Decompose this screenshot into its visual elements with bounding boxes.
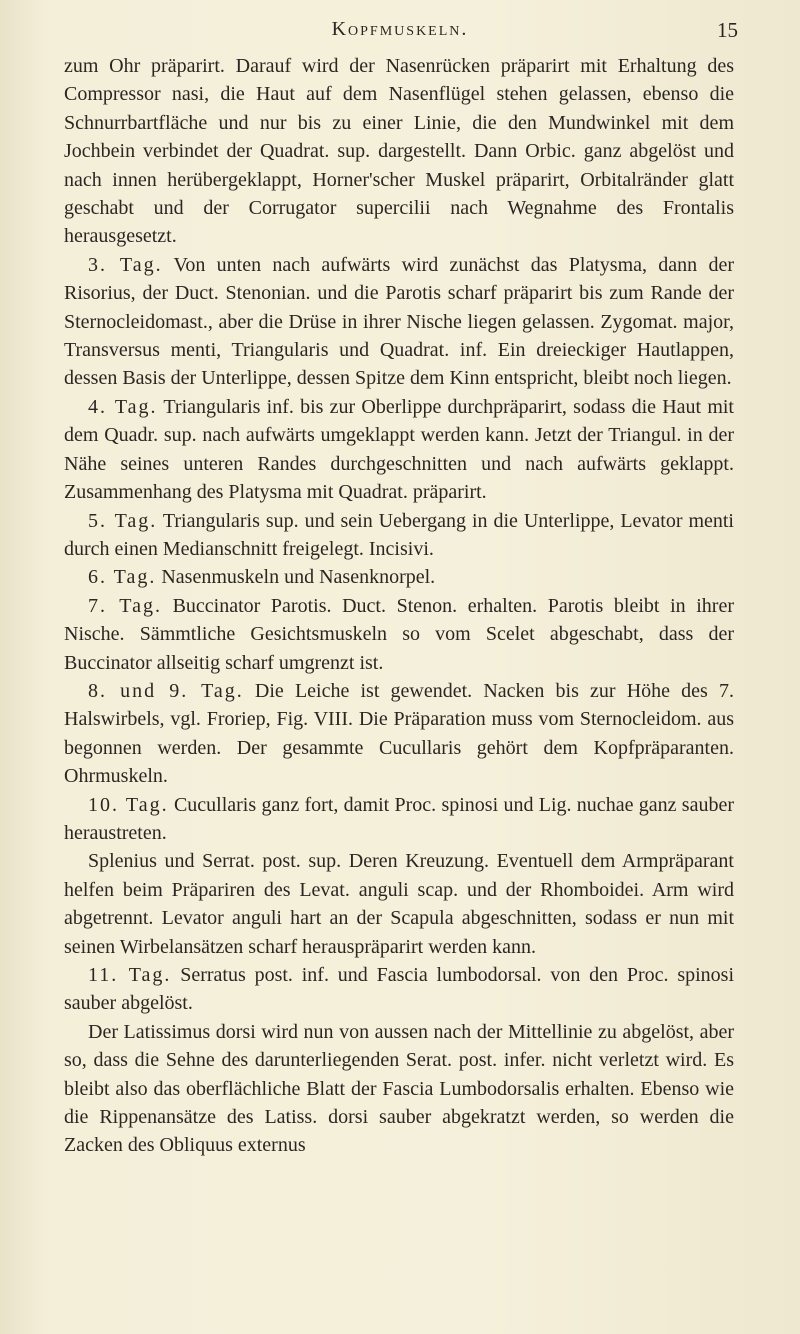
paragraph-lead: 10. Tag. <box>88 793 169 816</box>
paragraph-text: Nasenmuskeln und Nasenknorpel. <box>156 566 436 589</box>
paragraph-text: zum Ohr präparirt. Darauf wird der Nasenrücken präparirt mit Erhaltung des Compressor nasi, die Haut auf dem Nasenflügel stehen gelassen, ebenso die Schnurrbartfläche und nur bis zu einer Linie, die den Mundwinkel mit dem Jochbein verbindet der Quadrat. sup. dargestellt. Dann Orbic. ganz abgelöst und nach innen herübergeklappt, Horner'scher Muskel präparirt, Orbitalränder glatt geschabt und der Corrugator supercilii nach Wegnahme des Frontalis herausgesetzt. <box>64 55 734 248</box>
paragraph-day-7 <box>64 592 734 677</box>
paragraph-text: Buccinator Parotis. Duct. Stenon. erhalten. Parotis bleibt in ihrer Nische. Sämmtliche Gesichtsmuskeln so vom Scelet abgeschabt, dass der Buccinator allseitig scharf umgrenzt ist. <box>64 594 734 674</box>
running-header <box>0 8 800 48</box>
paragraph-text: Der Latissimus dorsi wird nun von aussen nach der Mittellinie zu abgelöst, aber so, dass die Sehne des darunterliegenden Serat. post. infer. nicht verletzt wird. Es bleibt also das oberflächliche Blatt der Fascia Lumbodorsalis erhalten. Ebenso wie die Rippenansätze des Latiss. dorsi sauber abgekratzt werden, so werden die Zacken des Obliquus externus <box>64 1020 734 1157</box>
paragraph-lead: 7. Tag. <box>88 594 162 617</box>
paragraph-lead: 3. Tag. <box>88 253 163 276</box>
paragraph-text: Cucullaris ganz fort, damit Proc. spinosi und Lig. nuchae ganz sauber heraustreten. <box>64 793 734 844</box>
paragraph-splenius <box>64 847 734 961</box>
paragraph-text: Splenius und Serrat. post. sup. Deren Kreuzung. Eventuell dem Armpräparant helfen beim Präpariren des Levat. anguli scap. und der Rhomboidei. Arm wird abgetrennt. Levator anguli hart an der Scapula abgeschnitten, sodass er nun mit seinen Wirbelansätzen scharf herauspräparirt werden kann. <box>64 850 734 958</box>
paragraph-day-4 <box>64 393 734 507</box>
paragraph-text: Serratus post. inf. und Fascia lumbodorsal. von den Proc. spinosi sauber abgelöst. <box>64 964 734 1015</box>
paragraph-lead: 6. Tag. <box>88 566 157 589</box>
paragraph-text: Triangularis inf. bis zur Oberlippe durchpräparirt, sodass die Haut mit dem Quadr. sup. nach aufwärts umgeklappt werden kann. Jetzt der Triangul. in der Nähe seines unteren Randes durchgeschnitten und nach aufwärts geklappt. Zusammenhang des Platysma mit Quadrat. präparirt. <box>64 395 734 504</box>
paragraph-day-6 <box>64 563 734 591</box>
paragraph-lead: 4. Tag. <box>88 395 158 418</box>
paragraph-lead: 8. und 9. Tag. <box>88 679 244 702</box>
paragraph-lead: 11. Tag. <box>88 964 172 986</box>
paragraph-latissimus <box>64 1018 734 1160</box>
paragraph-text: Die Leiche ist gewendet. Nacken bis zur Höhe des 7. Halswirbels, vgl. Froriep, Fig. VIII. Die Präparation muss vom Sternocleidom. aus begonnen werden. Der gesammte Cucullaris gehört dem Kopfpräparanten. Ohrmuskeln. <box>64 679 734 788</box>
body-text <box>64 52 734 1160</box>
paragraph-day-10 <box>64 791 734 848</box>
paragraph-day-3 <box>64 251 734 393</box>
paragraph-continuation <box>64 52 734 251</box>
page-number: 15 <box>717 18 738 42</box>
paragraph-day-8-9 <box>64 677 734 791</box>
paragraph-lead: 5. Tag. <box>88 509 158 532</box>
paragraph-day-11 <box>64 961 734 1018</box>
paragraph-text: Triangularis sup. und sein Uebergang in die Unterlippe, Levator menti durch einen Medianschnitt freigelegt. Incisivi. <box>64 509 734 560</box>
running-title: Kopfmuskeln. <box>331 18 469 40</box>
paragraph-day-5 <box>64 507 734 564</box>
paragraph-text: Von unten nach aufwärts wird zunächst das Platysma, dann der Risorius, der Duct. Stenonian. und die Parotis scharf präparirt bis zum Rande der Sternocleidomast., aber die Drüse in ihrer Nische liegen gelassen. Zygomat. major, Transversus menti, Triangularis und Quadrat. inf. Ein dreieckiger Hautlappen, dessen Basis der Unterlippe, dessen Spitze dem Kinn entspricht, bleibt noch liegen. <box>64 253 734 390</box>
